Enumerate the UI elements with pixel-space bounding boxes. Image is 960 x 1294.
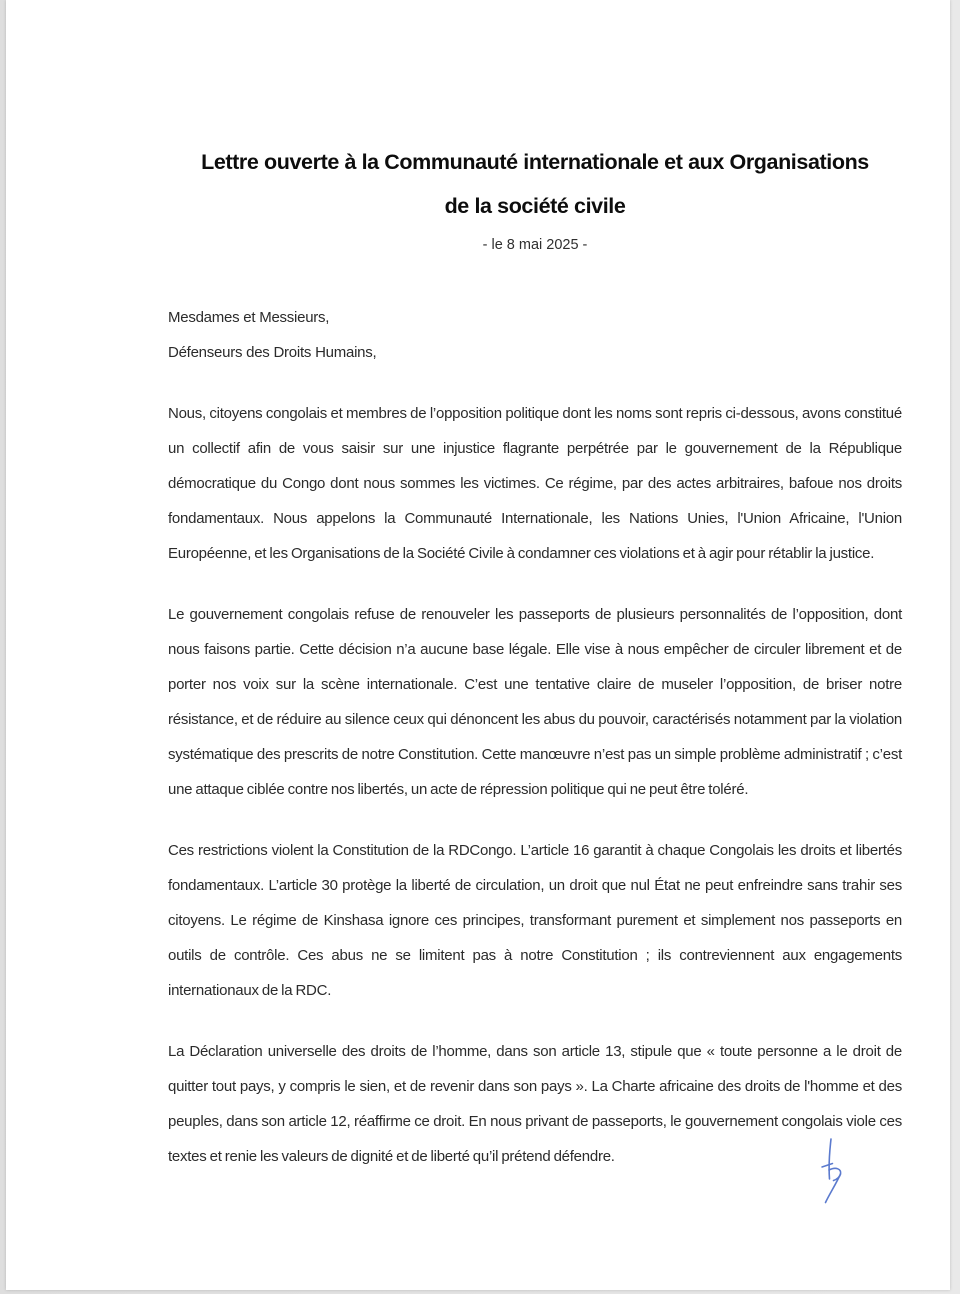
letter-paragraph: Le gouvernement congolais refuse de renouveler les passeports de plusieurs personnalités de l’opposition, dont nous faisons partie. Cette décision n’a aucune base légale. Elle vise à nous empêcher de circuler librement et de porter nos voix sur la scène internationale. C’est une tentative claire de museler l’opposition, de briser notre résistance, et de réduire au silence ceux qui dénoncent les abus du pouvoir, caractérisés notamment par la violation systématique des prescrits de notre Constitution. Cette manœuvre n’est pas un simple problème administratif ; c’est une attaque ciblée contre nos libertés, un acte de répression politique qui ne peut être toléré. bbox=[168, 606, 902, 798]
title-line-2: de la société civile bbox=[444, 194, 626, 218]
letter-title bbox=[88, 140, 960, 228]
letter-paragraph: La Déclaration universelle des droits de l’homme, dans son article 13, stipule que « toute personne a le droit de quitter tout pays, y compris le sien, et de revenir dans son pays ». La Charte africaine des droits de l'homme et des peuples, dans son article 12, réaffirme ce droit. En nous privant de passeports, le gouvernement congolais viole ces textes et renie les valeurs de dignité et de liberté qu’il prétend défendre. bbox=[168, 1043, 902, 1165]
salutation-line: Défenseurs des Droits Humains, bbox=[168, 344, 377, 361]
salutation-block bbox=[168, 300, 902, 370]
pen-mark-annotation bbox=[816, 1136, 844, 1206]
pen-stroke bbox=[826, 1174, 841, 1203]
letter-content bbox=[54, 0, 902, 1174]
letter-paragraph: Ces restrictions violent la Constitution de la RDCongo. L’article 16 garantit à chaque Congolais les droits et libertés fondamentaux. L’article 30 protège la liberté de circulation, un droit que nul État ne peut enfreindre sans trahir ses citoyens. Le régime de Kinshasa ignore ces principes, transformant purement et simplement nos passeports en outils de contrôle. Ces abus ne se limitent pas à notre Constitution ; ils contreviennent aux engagements internationaux de la RDC. bbox=[168, 842, 902, 999]
closing-paragraph-wrap bbox=[168, 1034, 902, 1174]
pen-stroke bbox=[822, 1164, 833, 1168]
pen-stroke bbox=[829, 1139, 831, 1179]
letter-paragraph: Nous, citoyens congolais et membres de l’opposition politique dont les noms sont repris ci-dessous, avons constitué un collectif afin de vous saisir sur une injustice flagrante perpétrée par le gouvernement de la République démocratique du Congo dont nous sommes les victimes. Ce régime, par des actes arbitraires, bafoue nos droits fondamentaux. Nous appelons la Communauté Internationale, les Nations Unies, l'Union Africaine, l'Union Européenne, et les Organisations de la Société Civile à condamner ces violations et à agir pour rétablir la justice. bbox=[168, 405, 902, 562]
title-line-1: Lettre ouverte à la Communauté internationale et aux Organisations bbox=[201, 150, 869, 174]
letter-page bbox=[6, 0, 950, 1290]
letter-date: - le 8 mai 2025 - bbox=[482, 237, 588, 253]
salutation-line: Mesdames et Messieurs, bbox=[168, 309, 330, 326]
